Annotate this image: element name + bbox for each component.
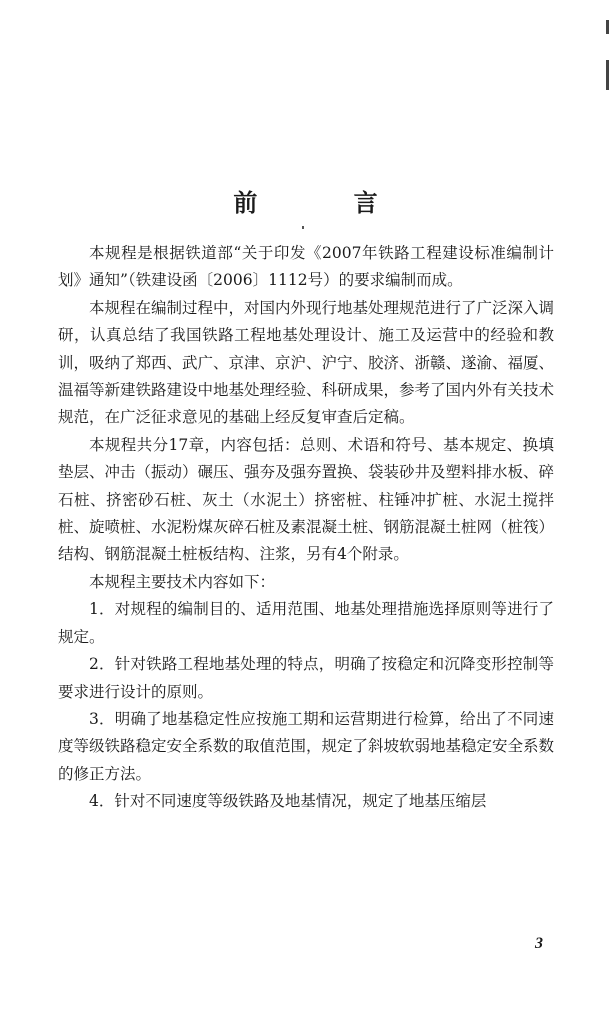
page-title: 前 言 [233, 188, 422, 217]
paragraph-3: 本规程共分17章，内容包括：总则、术语和符号、基本规定、换填垫层、冲击（振动）碾压、强夯及强夯置换、袋装砂井及塑料排水板、碎石桩、挤密砂石桩、灰土（水泥土）挤密桩、柱锤冲扩桩、水泥土搅拌桩、旋喷桩、水泥粉煤灰碎石桩及素混凝土桩、钢筋混凝土桩网（桩筏）结构、钢筋混凝土桩板结构、注浆，另有4个附录。 [58, 435, 555, 564]
page-number: 3 [535, 935, 543, 952]
paragraph-2: 本规程在编制过程中，对国内外现行地基处理规范进行了广泛深入调研，认真总结了我国铁路工程地基处理设计、施工及运营中的经验和教训，吸纳了郑西、武广、京津、京沪、沪宁、胶济、浙赣、遂渝、福厦、温福等新建铁路建设中地基处理经验、科研成果，参考了国内外有关技术规范，在广泛征求意见的基础上经反复审查后定稿。 [58, 298, 555, 427]
paragraph-8: 4．针对不同速度等级铁路及地基情况，规定了地基压缩层 [89, 792, 487, 811]
paragraph-1: 本规程是根据铁道部“关于印发《2007年铁路工程建设标准编制计划》通知”（铁建设函〔2006〕1112号）的要求编制而成。 [58, 244, 554, 290]
paragraph-4: 本规程主要技术内容如下： [89, 572, 276, 591]
scan-edge-mark [606, 60, 609, 90]
paragraph-6: 2．针对铁路工程地基处理的特点，明确了按稳定和沉降变形控制等要求进行设计的原则。 [58, 655, 554, 701]
scan-edge-mark [606, 20, 609, 34]
paragraph-5: 1．对规程的编制目的、适用范围、地基处理措施选择原则等进行了规定。 [58, 600, 554, 646]
paragraph-7: 3．明确了地基稳定性应按施工期和运营期进行检算，给出了不同速度等级铁路稳定安全系数的取值范围，规定了斜坡软弱地基稳定安全系数的修正方法。 [58, 709, 555, 783]
title-dot-mark [302, 226, 304, 229]
body-text [58, 240, 554, 816]
